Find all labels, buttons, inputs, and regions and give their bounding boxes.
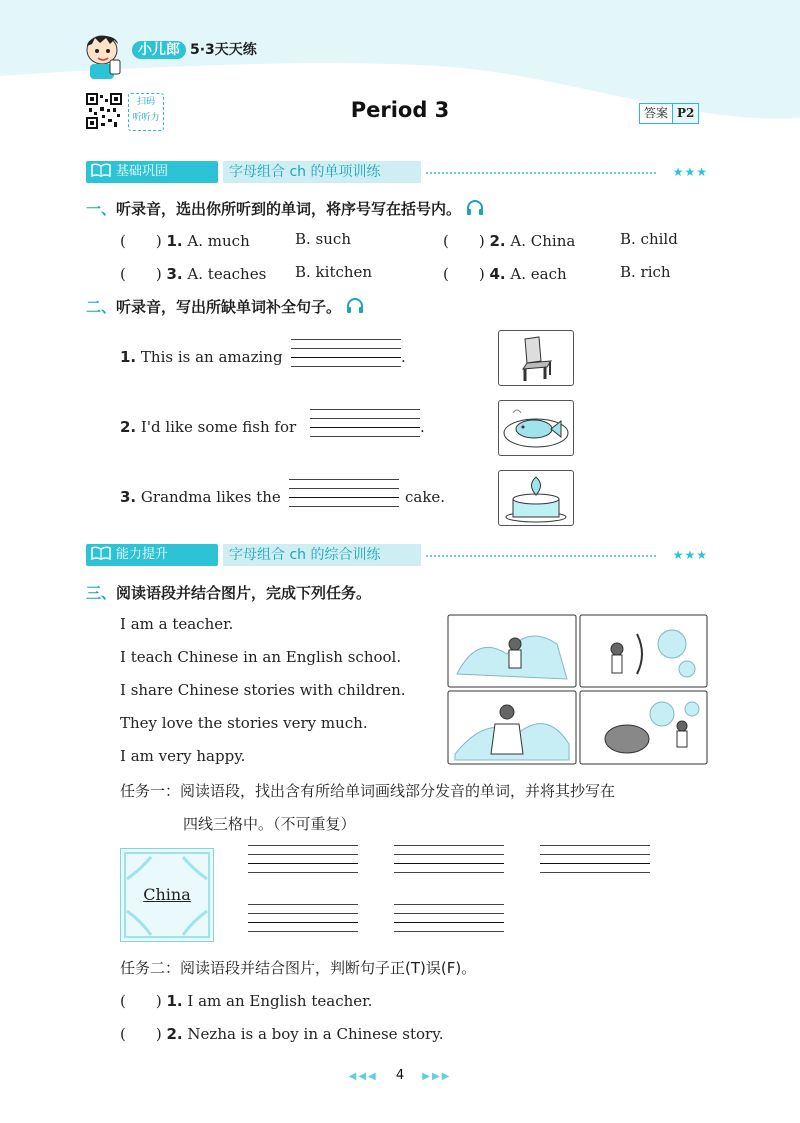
passage-line: I teach Chinese in an English school. <box>120 648 402 666</box>
item-number: 1. <box>166 992 183 1010</box>
brand-title <box>132 39 257 59</box>
cake-picture <box>498 470 574 526</box>
listen-label: 听听力 <box>132 113 160 123</box>
page-number: 4 <box>395 1068 405 1083</box>
four-line-writing-area[interactable] <box>248 904 358 930</box>
answer-bracket[interactable]: ( ) <box>120 265 162 283</box>
four-line-writing-area[interactable] <box>291 339 401 365</box>
item-number: 2. <box>166 1025 183 1043</box>
option-a: A. teaches <box>187 265 267 283</box>
section-subtitle: 字母组合 ch 的单项训练 <box>223 161 421 183</box>
star-icon: ★★★ <box>672 548 708 562</box>
question-number: 二、 <box>86 298 117 316</box>
example-word-card <box>120 848 214 942</box>
tf-statement: Nezha is a boy in a Chinese story. <box>187 1025 444 1043</box>
tf-item-1 <box>120 990 372 1011</box>
brand-series: 5·3天天练 <box>190 42 257 58</box>
page-footer <box>0 1068 800 1083</box>
passage-line: I am very happy. <box>120 747 246 765</box>
q2-item-3 <box>120 488 281 506</box>
passage-line: I am a teacher. <box>120 615 234 633</box>
question-2-heading <box>86 296 364 317</box>
q1-item-1-b: B. such <box>295 230 351 248</box>
section-tag-box <box>86 161 218 183</box>
question-number: 三、 <box>86 584 117 602</box>
item-number: 1. <box>120 348 137 366</box>
four-line-writing-area[interactable] <box>310 409 420 435</box>
item-number: 4. <box>489 265 506 283</box>
tf-item-2 <box>120 1023 443 1044</box>
q1-item-4-b: B. rich <box>620 263 671 281</box>
section-tag-box <box>86 544 218 566</box>
section-tag: 能力提升 <box>116 547 169 562</box>
nezha-story-comic <box>447 614 708 765</box>
mascot-boy-icon <box>80 30 126 80</box>
brand-name: 小儿郎 <box>132 41 186 59</box>
page-title: Period 3 <box>350 98 450 122</box>
item-number: 3. <box>166 265 183 283</box>
qr-code-icon[interactable] <box>86 93 122 129</box>
question-1-heading <box>86 198 484 219</box>
answer-bracket[interactable]: ( ) <box>120 992 162 1010</box>
four-line-writing-area[interactable] <box>394 845 504 871</box>
scan-label: 扫码 <box>136 97 155 107</box>
sentence-end: . <box>401 348 406 366</box>
four-line-writing-area[interactable] <box>540 845 650 871</box>
item-number: 2. <box>489 232 506 250</box>
fish-dish-picture <box>498 400 574 456</box>
item-number: 3. <box>120 488 137 506</box>
section-subtitle: 字母组合 ch 的综合训练 <box>223 544 421 566</box>
sentence-start: Grandma likes the <box>140 488 281 506</box>
q1-item-2 <box>443 230 575 251</box>
chair-picture <box>498 330 574 386</box>
section-divider <box>426 172 656 174</box>
task-2-heading: 任务二：阅读语段并结合图片，判断句子正(T)误(F)。 <box>120 959 477 977</box>
question-instruction: 阅读语段并结合图片，完成下列任务。 <box>116 584 372 602</box>
item-number: 1. <box>166 232 183 250</box>
option-a: A. each <box>510 265 567 283</box>
q1-item-3-b: B. kitchen <box>295 263 373 281</box>
q1-item-4 <box>443 263 567 284</box>
q1-item-3 <box>120 263 266 284</box>
q2-item-2 <box>120 418 296 436</box>
tf-statement: I am an English teacher. <box>187 992 373 1010</box>
answer-reference <box>639 103 699 124</box>
item-number: 2. <box>120 418 137 436</box>
right-arrows-icon: ▶▶▶ <box>422 1071 452 1082</box>
answer-bracket[interactable]: ( ) <box>443 232 485 250</box>
q1-item-1 <box>120 230 250 251</box>
question-instruction: 听录音，写出所缺单词补全句子。 <box>116 298 342 316</box>
q1-item-2-b: B. child <box>620 230 678 248</box>
book-icon <box>86 161 116 183</box>
question-instruction: 听录音，选出你所听到的单词，将序号写在括号内。 <box>116 200 462 218</box>
passage-line: I share Chinese stories with children. <box>120 681 406 699</box>
section-header-advanced <box>86 544 708 566</box>
answer-bracket[interactable]: ( ) <box>443 265 485 283</box>
task-1-line-2: 四线三格中。（不可重复） <box>183 815 356 833</box>
sentence-end: . <box>420 418 425 436</box>
left-arrows-icon: ◀◀◀ <box>348 1071 378 1082</box>
four-line-writing-area[interactable] <box>248 845 358 871</box>
answer-page: P2 <box>672 104 698 123</box>
sentence-start: This is an amazing <box>140 348 283 366</box>
section-header-basic <box>86 161 708 183</box>
question-number: 一、 <box>86 200 117 218</box>
section-tag: 基础巩固 <box>116 164 169 179</box>
scan-listen-label <box>128 93 164 131</box>
passage-line: They love the stories very much. <box>120 714 368 732</box>
section-divider <box>426 555 656 557</box>
headphones-icon <box>466 200 484 218</box>
answer-label: 答案 <box>644 106 669 120</box>
option-a: A. China <box>510 232 576 250</box>
question-3-heading <box>86 582 371 603</box>
option-a: A. much <box>187 232 250 250</box>
q2-item-1 <box>120 348 283 366</box>
headphones-icon <box>346 298 364 316</box>
sentence-start: I'd like some fish for <box>140 418 297 436</box>
four-line-writing-area[interactable] <box>394 904 504 930</box>
answer-bracket[interactable]: ( ) <box>120 1025 162 1043</box>
example-word: China <box>143 885 191 904</box>
task-1-line-1: 任务一：阅读语段，找出含有所给单词画线部分发音的单词，并将其抄写在 <box>120 782 616 800</box>
sentence-end: cake. <box>405 488 446 506</box>
book-icon <box>86 544 116 566</box>
four-line-writing-area[interactable] <box>289 479 399 505</box>
star-icon: ★★★ <box>672 165 708 179</box>
answer-bracket[interactable]: ( ) <box>120 232 162 250</box>
